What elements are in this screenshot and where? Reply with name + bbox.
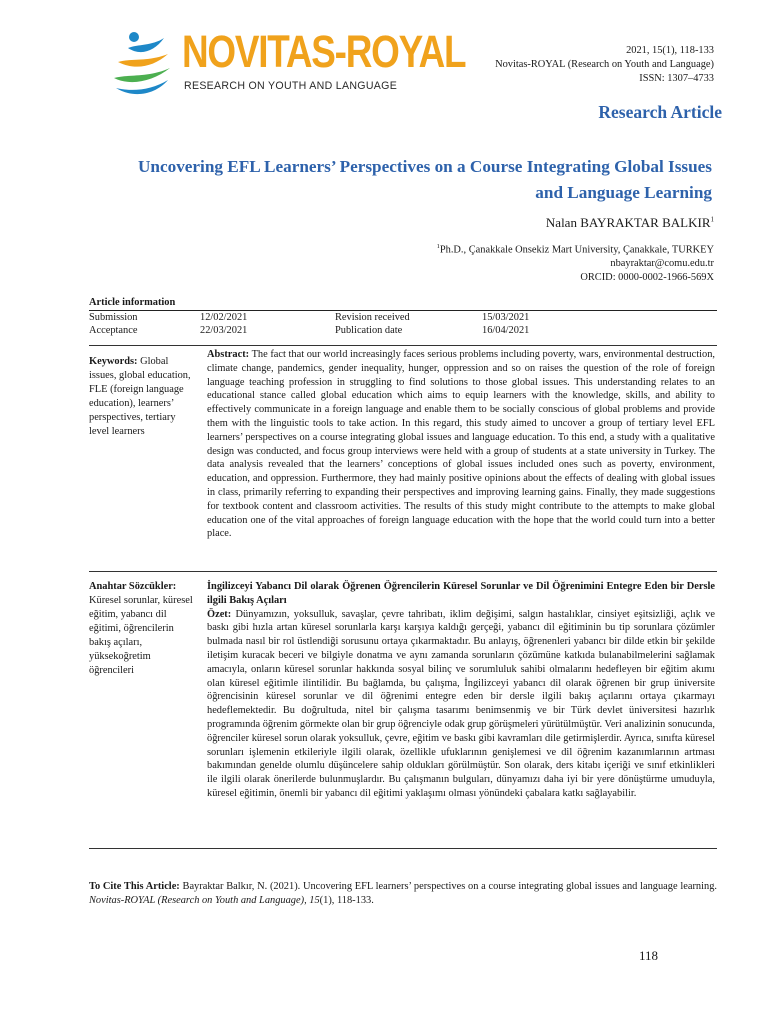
abstract: Abstract: The fact that our world increasingly faces serious problems including poverty, wars, environmental destruction, climate change, pandemics, gender inequality, hunger, oppression and so on raises the question of the role of foreign language teaching profession in struggling to find solutions to those global issues. This understanding relates to an educational stance called global education which aims to equip learners with the knowledge, skills, and ability to effectively communicate in a foreign language and enable them to be socially conscious of global problems and provide them with the linguistic tools to take action. In this regard, this study aimed to uncover a group of tertiary level EFL learners’ perspectives on a course integrating global issues and language education. To this end, a study with a qualitative design was conducted, and focus group interviews were held with a group of students at a state university in Turkey. The data analysis revealed that the learners’ conceptions of global issues included ones such as poverty, environment, education, and oppression. Furthermore, they had mainly positive opinions about the effects of dealing with global issues in class, primarily referring to expanding their perspectives and improving learning gains. Finally, they made suggestions for textbook content and classroom activities. The results of this study might contribute to the attempts to make global education one of the vital approaches of foreign language education with the hope that the world could turn into a better place. [207, 349, 715, 540]
ozet-title: İngilizceyi Yabancı Dil olarak Öğrenen Öğrencilerin Küresel Sorunlar ve Dil Öğrenimini Entegre Eden bir Dersle ilgili Bakış Açıları [207, 581, 715, 606]
info-row-submission: Submission 12/02/2021 Revision received 15/03/2021 [89, 312, 530, 323]
citation: To Cite This Article: Bayraktar Balkır, N. (2021). Uncovering EFL learners’ perspectives on a course integrating global issues and language learning. Novitas-ROYAL (Research on Youth and Language), 15(1), 118-133. [89, 881, 717, 906]
author-orcid: ORCID: 0000-0002-1966-569X [580, 272, 714, 284]
logo-swoosh-icon [108, 28, 180, 100]
affiliation: $^1$Ph.D., Çanakkale Onsekiz Mart University, Çanakkale, TURKEY nbayraktar@comu.edu.tr ORCID: 0000-0002-1966-569X [436, 243, 714, 284]
journal-full-name: Novitas-ROYAL (Research on Youth and Language) [495, 59, 714, 70]
article-type: Research Article [598, 102, 722, 122]
keywords: Keywords: Global issues, global education, FLE (foreign language education), learners’ perspectives, tertiary level learners [89, 356, 191, 437]
divider [89, 848, 717, 849]
paper-title: Uncovering EFL Learners’ Perspectives on a Course Integrating Global Issues and Language Learning [138, 157, 712, 202]
issue-info: 2021, 15(1), 118-133 [626, 45, 714, 56]
logo-tagline: RESEARCH ON YOUTH AND LANGUAGE [184, 80, 398, 92]
journal-logo [108, 26, 466, 102]
info-row-acceptance: Acceptance 22/03/2021 Publication date 16/04/2021 [89, 325, 530, 336]
anahtar-sozcukler: Anahtar Sözcükler: Küresel sorunlar, küresel eğitim, yabancı dil eğitimi, öğrencilerin bakış açıları, yüksekoğretim öğrencileri [89, 581, 193, 676]
logo-title: NOVITAS-ROYAL [182, 26, 466, 77]
journal-meta [495, 44, 714, 86]
article-information [89, 296, 717, 337]
author-name: Nalan BAYRAKTAR BALKIR$^1$ [545, 215, 714, 230]
issn: ISSN: 1307–4733 [639, 73, 714, 84]
article-info-heading: Article information [89, 297, 176, 308]
ozet: İngilizceyi Yabancı Dil olarak Öğrenen Öğrencilerin Küresel Sorunlar ve Dil Öğrenimini Entegre Eden bir Dersle ilgili Bakış Açıları Özet: Dünyamızın, yoksulluk, savaşlar, çevre tahribatı, iklim değişimi, salgın hastalıklar, cinsiyet eşitsizliği, açlık ve baskı gibi hızla artan küresel sorunlarla karşı karşıya kaldığı gerçeği, yabancı dil eğitiminin bu tip sorunlara çözümler bulmada nasıl bir rol üstlendiği sorusunu ortaya çıkarmaktadır. Bu anlayış, öğrenenleri yabancı bir dilde etkin bir şekilde iletişim kuracak beceri ve bilgiyle donatma ve aynı zamanda sorunların çözümüne katkıda bulanabilmelerini sağlamak amacıyla, onların küresel sorunlar hakkında sosyal bilinç ve sorumluluk sahibi olmalarını hedefleyen bir eğitim akımı olan küresel eğitimle ilintilidir. Bu bağlamda, bu çalışma, İngilizceyi yabancı dil olarak öğrenen bir grup üniversite öğrencisinin küresel sorunlar ve dil öğrenimi entegre eden bir dersle ilgili bakış açılarını ortaya çıkarmayı hedeflemektedir. Bu doğrultuda, nitel bir çalışma tasarımı benimsenmiş ve bir Türk devlet üniversitesi hazırlık programında öğrenim görmekte olan bir grup öğrenciyle odak grup görüşmeleri yürütülmüştür. Veri analizinin sonucunda, öğrenciler küresel sorun olarak yoksulluk, çevre, eğitim ve baskı gibi kavramları dile getirmişlerdir. Ayrıca, sınıfta küresel sorunları işlemenin etkileriyle ilgili olarak, özellikle ufuklarının genişlemesi ve dil öğrenim kazanımlarının artması bakımından genelde olumlu düşüncelere sahip oldukları görülmüştür. Son olarak, ders kitabı içeriği ve sınıf etkinlikleri ile ilgili olarak önerilerde bulunmuşlardır. Bu çalışmanın bulguları, dünyamızı daha iyi bir yere dönüştürme umuduyla, küresel eğitimin, önemli bir yabancı dil eğitimi yaklaşımı olması yönündeki çabalara katkı sağlayabilir. [207, 581, 715, 799]
affiliation-text: Ph.D., Çanakkale Onsekiz Mart University, Çanakkale, TURKEY [439, 244, 714, 256]
page-number: 118 [638, 948, 658, 963]
author-email[interactable]: nbayraktar@comu.edu.tr [610, 258, 714, 270]
divider [89, 571, 717, 572]
divider [89, 345, 717, 346]
